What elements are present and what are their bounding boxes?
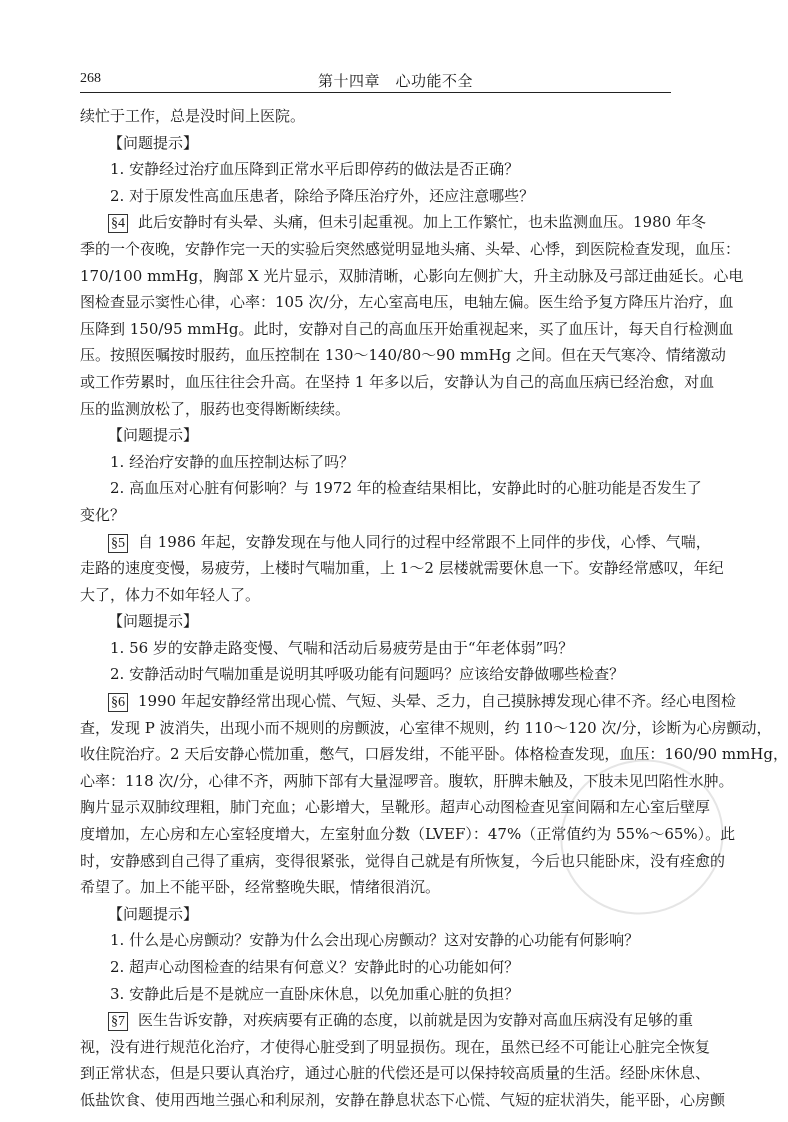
line-text: 收住院治疗。2 天后安静心慌加重，憋气，口唇发绀，不能平卧。体格检查发现，血压：160/90 mmHg， bbox=[80, 745, 788, 764]
line-text: 2. 超声心动图检查的结果有何意义？安静此时的心功能如何？ bbox=[110, 958, 520, 976]
line-text: 视，没有进行规范化治疗，才使得心脏受到了明显损伤。现在，虽然已经不可能让心脏完全恢复 bbox=[80, 1037, 711, 1056]
text-line bbox=[80, 794, 711, 821]
text-line bbox=[80, 582, 672, 609]
line-text: 1. 经治疗安静的血压控制达标了吗？ bbox=[110, 452, 355, 471]
line-text: 压降到 150/95 mmHg。此时，安静对自己的高血压开始重视起来，买了血压计，每天自行检测血 bbox=[80, 319, 734, 338]
line-text: 或工作劳累时，血压往往会升高。在坚持 1 年多以后，安静认为自己的高血压病已经治愈，对血 bbox=[80, 372, 715, 391]
line-text: 此后安静时有头晕、头痛，但未引起重视。加上工作繁忙，也未监测血压。1980 年冬 bbox=[138, 213, 706, 232]
line-text: 【问题提示】 bbox=[108, 426, 199, 445]
line-text: 续忙于工作，总是没时间上医院。 bbox=[80, 107, 306, 125]
line-text: 医生告诉安静，对疾病要有正确的态度，以前就是因为安静对高血压病没有足够的重 bbox=[138, 1011, 694, 1030]
section-marker: §4 bbox=[108, 214, 128, 233]
text-line bbox=[80, 927, 672, 954]
text-line bbox=[80, 874, 672, 901]
section-paragraph-line bbox=[80, 529, 711, 556]
line-text: 2. 对于原发性高血压患者，除给予降压治疗外，还应注意哪些？ bbox=[110, 186, 535, 205]
line-text: 【问题提示】 bbox=[108, 133, 199, 152]
text-line bbox=[80, 449, 672, 476]
text-line bbox=[80, 263, 744, 290]
text-line bbox=[80, 661, 672, 688]
line-text: 压。按照医嘱按时服药，血压控制在 130～140/80～90 mmHg 之间。但在天气寒冷、情绪激动 bbox=[80, 346, 726, 365]
text-line bbox=[80, 236, 741, 263]
body-text bbox=[80, 103, 788, 1114]
line-text: 希望了。加上不能平卧，经常整晚失眠，情绪很消沉。 bbox=[80, 878, 441, 897]
text-line bbox=[80, 369, 715, 396]
section-paragraph-line bbox=[80, 1007, 694, 1034]
text-line bbox=[80, 848, 726, 875]
text-line bbox=[80, 635, 672, 662]
line-text: 心率：118 次/分，心律不齐，两肺下部有大量湿啰音。腹软，肝脾未触及，下肢未见凹陷性水肿。 bbox=[80, 771, 734, 790]
line-text: 1. 56 岁的安静走路变慢、气喘和活动后易疲劳是由于“年老体弱”吗？ bbox=[110, 638, 574, 657]
text-line bbox=[80, 103, 672, 130]
line-text: 查，发现 P 波消失，出现小而不规则的房颤波，心室律不规则，约 110～120 次/分，诊断为心房颤动， bbox=[80, 718, 772, 737]
text-line bbox=[80, 715, 772, 742]
text-line bbox=[80, 1087, 726, 1114]
question-heading bbox=[80, 130, 672, 157]
question-heading bbox=[80, 901, 672, 928]
line-text: 变化？ bbox=[80, 505, 126, 524]
text-line bbox=[80, 396, 672, 423]
text-line bbox=[80, 316, 734, 343]
line-text: 2. 高血压对心脏有何影响？与 1972 年的检查结果相比，安静此时的心脏功能是否发生了 bbox=[110, 479, 702, 498]
section-paragraph-line bbox=[80, 209, 706, 236]
text-line bbox=[80, 768, 734, 795]
text-line bbox=[80, 741, 788, 768]
line-text: 度增加，左心房和左心室轻度增大，左室射血分数（LVEF）：47%（正常值约为 55%～65%）。此 bbox=[80, 825, 736, 844]
line-text: 170/100 mmHg，胸部 X 光片显示，双肺清晰，心影向左侧扩大，升主动脉及弓部迂曲延长。心电 bbox=[80, 266, 744, 285]
text-line bbox=[80, 1060, 711, 1087]
text-line bbox=[80, 475, 702, 502]
page-header bbox=[80, 68, 671, 93]
line-text: 到正常状态，但是只要认真治疗，通过心脏的代偿还是可以保持较高质量的生活。经卧床休息、 bbox=[80, 1064, 711, 1083]
text-line bbox=[80, 156, 672, 183]
text-line bbox=[80, 954, 672, 981]
text-line bbox=[80, 821, 736, 848]
line-text: 1. 什么是心房颤动？安静为什么会出现心房颤动？这对安静的心功能有何影响？ bbox=[110, 931, 640, 950]
page-number: 268 bbox=[80, 71, 101, 86]
line-text: 【问题提示】 bbox=[108, 612, 199, 631]
line-text: 自 1986 年起，安静发现在与他人同行的过程中经常跟不上同伴的步伐，心悸、气喘， bbox=[138, 532, 711, 551]
line-text: 时，安静感到自己得了重病，变得很紧张，觉得自己就是有所恢复，今后也只能卧床，没有痊愈的 bbox=[80, 851, 726, 870]
line-text: 胸片显示双肺纹理粗，肺门充血；心影增大，呈靴形。超声心动图检查见室间隔和左心室后壁厚 bbox=[80, 798, 711, 817]
section-marker: §6 bbox=[108, 693, 128, 712]
line-text: 走路的速度变慢，易疲劳，上楼时气喘加重，上 1～2 层楼就需要休息一下。安静经常感叹，年纪 bbox=[80, 559, 724, 578]
chapter-title: 第十四章 心功能不全 bbox=[318, 72, 474, 90]
text-line bbox=[80, 502, 672, 529]
text-line bbox=[80, 183, 672, 210]
text-line bbox=[80, 289, 734, 316]
section-marker: §7 bbox=[108, 1012, 128, 1031]
line-text: 大了，体力不如年轻人了。 bbox=[80, 585, 261, 604]
section-paragraph-line bbox=[80, 688, 736, 715]
line-text: 【问题提示】 bbox=[108, 904, 199, 923]
line-text: 压的监测放松了，服药也变得断断续续。 bbox=[80, 399, 351, 418]
line-text: 3. 安静此后是不是就应一直卧床休息，以免加重心脏的负担？ bbox=[110, 984, 520, 1003]
line-text: 图检查显示窦性心律，心率：105 次/分，左心室高电压，电轴左偏。医生给予复方降压片治疗，血 bbox=[80, 293, 734, 312]
section-marker: §5 bbox=[108, 534, 128, 553]
line-text: 1990 年起安静经常出现心慌、气短、头晕、乏力，自己摸脉搏发现心律不齐。经心电图检 bbox=[138, 692, 736, 711]
text-line bbox=[80, 981, 672, 1008]
line-text: 低盐饮食、使用西地兰强心和利尿剂，安静在静息状态下心慌、气短的症状消失，能平卧，心房颤 bbox=[80, 1090, 726, 1109]
line-text: 2. 安静活动时气喘加重是说明其呼吸功能有问题吗？应该给安静做哪些检查？ bbox=[110, 665, 625, 684]
text-line bbox=[80, 342, 726, 369]
text-line bbox=[80, 1034, 711, 1061]
question-heading bbox=[80, 422, 672, 449]
line-text: 季的一个夜晚，安静作完一天的实验后突然感觉明显地头痛、头晕、心悸，到医院检查发现，血压： bbox=[80, 239, 741, 258]
line-text: 1. 安静经过治疗血压降到正常水平后即停药的做法是否正确？ bbox=[110, 160, 520, 179]
question-heading bbox=[80, 608, 672, 635]
text-line bbox=[80, 555, 724, 582]
